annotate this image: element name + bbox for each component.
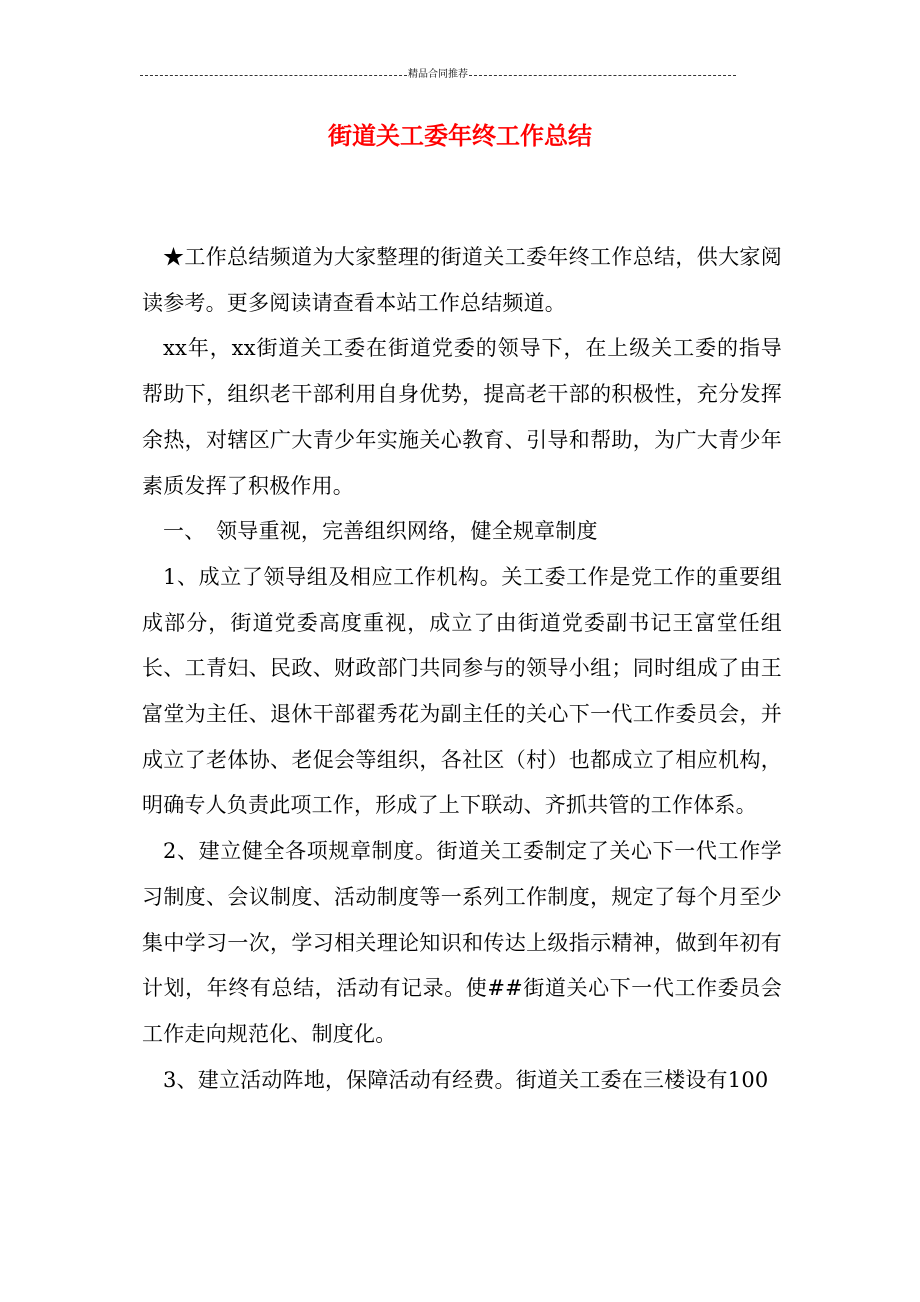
header-label: 精品合同推荐 xyxy=(408,69,468,80)
header-dashed-rule-left xyxy=(140,75,407,76)
intro-paragraph: ★工作总结频道为大家整理的街道关工委年终工作总结，供大家阅读参考。更多阅读请查看本站工作总结频道。 xyxy=(142,245,782,315)
item-paragraph-2: 2、建立健全各项规章制度。街道关工委制定了关心下一代工作学习制度、会议制度、活动制度等一系列工作制度，规定了每个月至少集中学习一次，学习相关理论知识和传达上级指示精神，做到年初有计划，年终有总结，活动有记录。使##街道关心下一代工作委员会工作走向规范化、制度化。 xyxy=(142,839,782,1046)
item-paragraph-3: 3、建立活动阵地，保障活动有经费。街道关工委在三楼设有100 xyxy=(163,1067,769,1092)
page-header xyxy=(140,68,736,82)
document-title: 街道关工委年终工作总结 xyxy=(328,122,592,150)
document-body xyxy=(142,235,782,1103)
item-paragraph-1: 1、成立了领导组及相应工作机构。关工委工作是党工作的重要组成部分，街道党委高度重视，成立了由街道党委副书记王富堂任组长、工青妇、民政、财政部门共同参与的领导小组；同时组成了由王富堂为主任、退休干部翟秀花为副主任的关心下一代工作委员会，并成立了老体协、老促会等组织，各社区（村）也都成立了相应机构，明确专人负责此项工作，形成了上下联动、齐抓共管的工作体系。 xyxy=(142,564,782,818)
section-heading-1: 一、 领导重视，完善组织网络，健全规章制度 xyxy=(163,519,598,544)
summary-paragraph: xx年，xx街道关工委在街道党委的领导下，在上级关工委的指导帮助下，组织老干部利用自身优势，提高老干部的积极性，充分发挥余热，对辖区广大青少年实施关心教育、引导和帮助，为广大青少年素质发挥了积极作用。 xyxy=(142,336,782,498)
header-dashed-rule-right xyxy=(469,75,736,76)
